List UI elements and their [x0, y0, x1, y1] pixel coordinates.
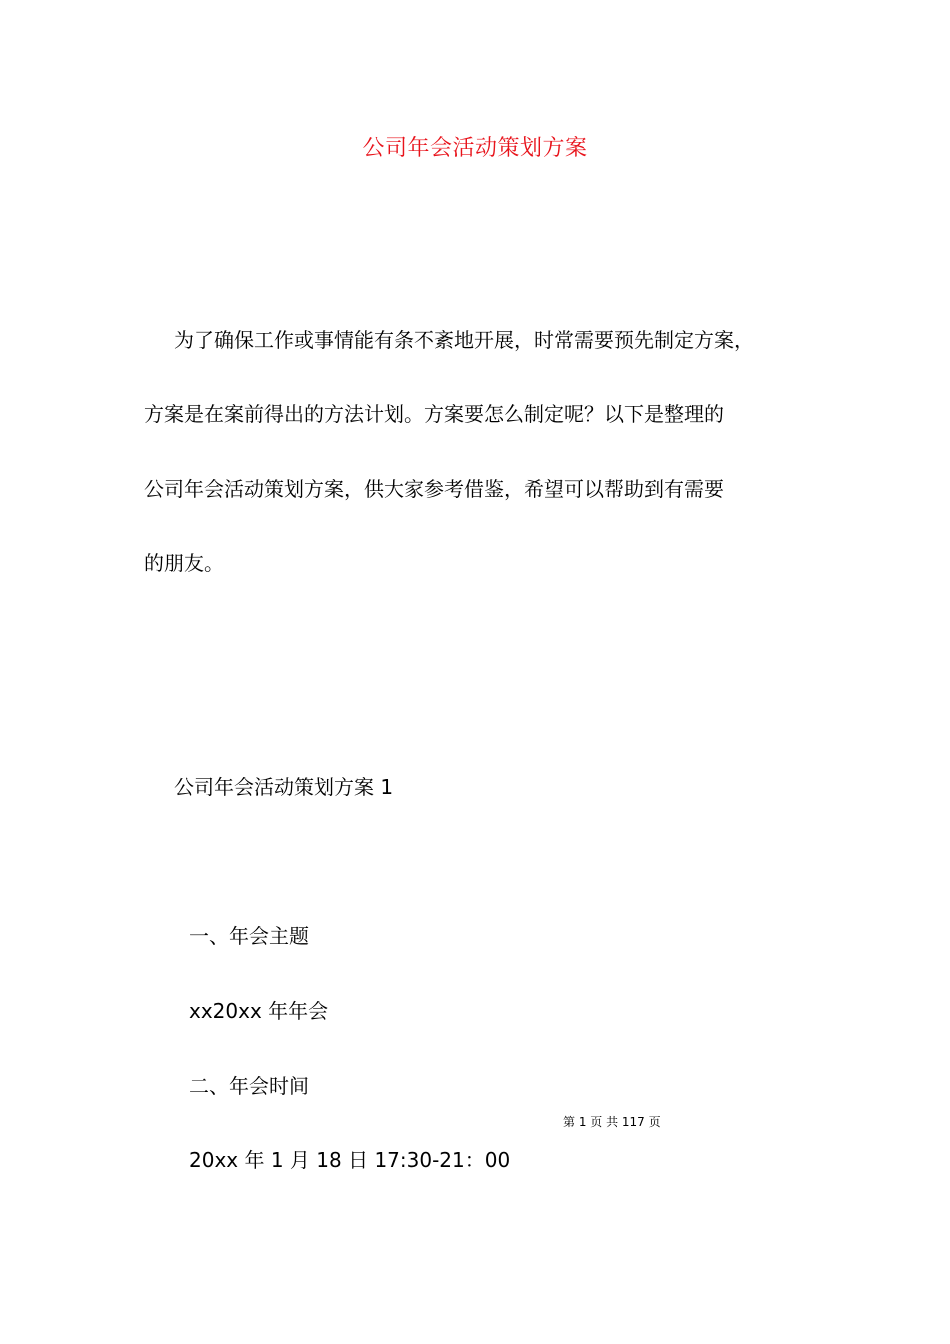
section-heading: 公司年会活动策划方案 1: [174, 775, 394, 799]
intro-paragraph-line: 公司年会活动策划方案，供大家参考借鉴，希望可以帮助到有需要: [144, 477, 724, 501]
intro-paragraph-line: 方案是在案前得出的方法计划。方案要怎么制定呢？以下是整理的: [144, 402, 724, 426]
item-theme-value: xx20xx 年年会: [189, 999, 329, 1023]
item-theme-heading: 一、年会主题: [189, 924, 309, 948]
intro-paragraph-line: 的朋友。: [144, 551, 224, 575]
page-footer: 第 1 页 共 117 页: [563, 1115, 661, 1129]
item-time-heading: 二、年会时间: [189, 1074, 309, 1098]
item-time-value: 20xx 年 1 月 18 日 17:30-21：00: [189, 1148, 511, 1172]
intro-paragraph-line: 为了确保工作或事情能有条不紊地开展，时常需要预先制定方案，: [174, 328, 754, 352]
document-title: 公司年会活动策划方案: [362, 136, 588, 161]
